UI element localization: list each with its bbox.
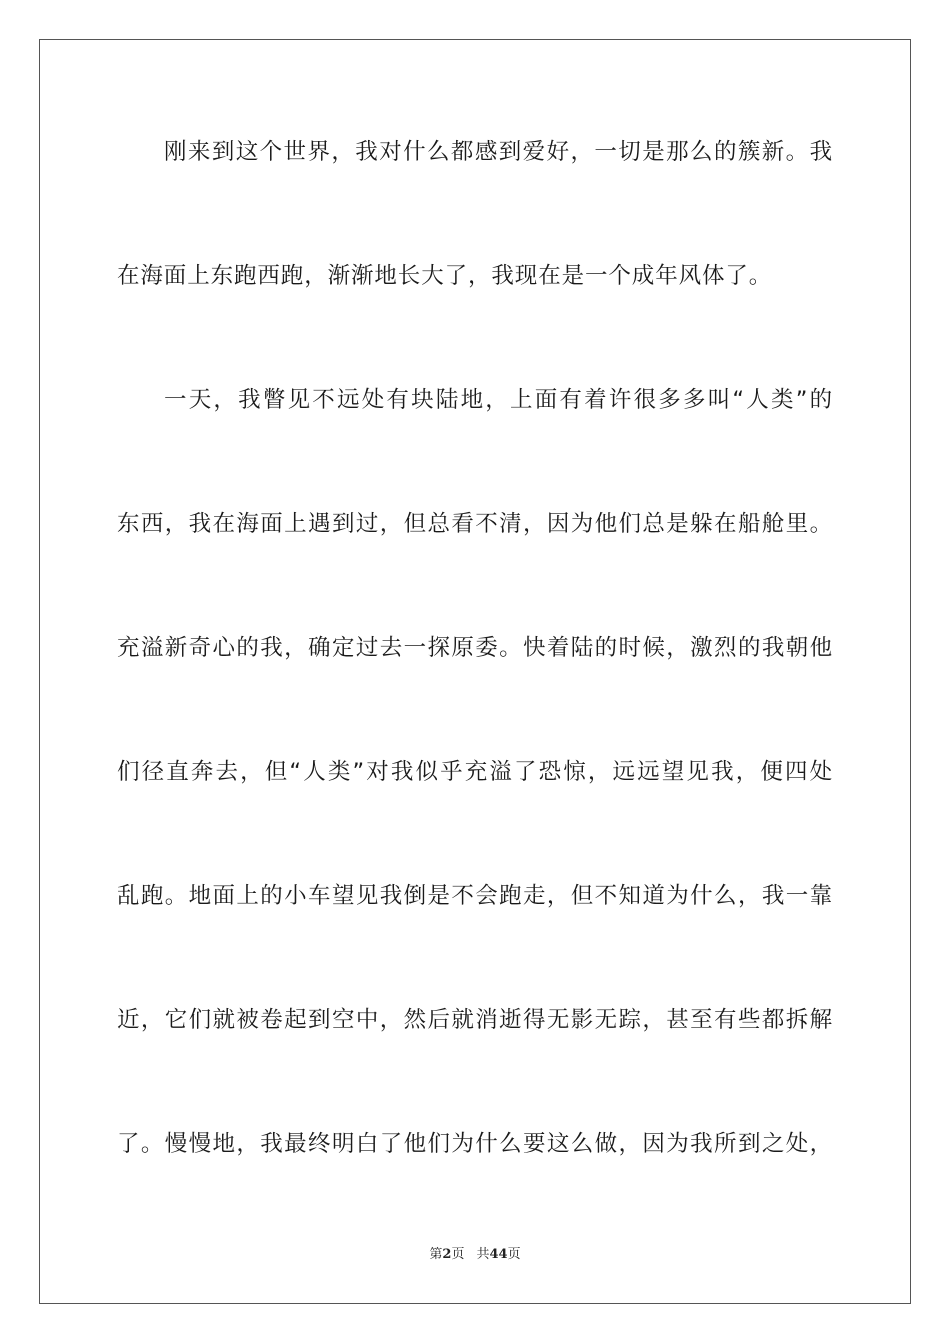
text-line-5: 充溢新奇心的我，确定过去一探原委。快着陆的时候，激烈的我朝他 (117, 635, 833, 661)
footer-total-prefix: 共 (476, 1247, 490, 1262)
page-footer (0, 1246, 950, 1264)
footer-page-prefix: 第 (429, 1247, 443, 1262)
text-line-6: 们径直奔去，但“人类”对我似乎充溢了恐惊，远远望见我，便四处 (117, 759, 833, 785)
text-line-3: 一天，我瞥见不远处有块陆地，上面有着许很多多叫“人类”的 (164, 387, 833, 413)
text-line-8: 近，它们就被卷起到空中，然后就消逝得无影无踪，甚至有些都拆解 (117, 1007, 833, 1033)
footer-page-suffix: 页 (451, 1247, 465, 1262)
footer-total-suffix: 页 (507, 1247, 521, 1262)
footer-total-pages: 44 (489, 1247, 508, 1262)
text-line-9: 了。慢慢地，我最终明白了他们为什么要这么做，因为我所到之处， (117, 1131, 833, 1157)
page-border (39, 39, 911, 1304)
footer-page-number: 2 (442, 1247, 452, 1262)
text-line-4: 东西，我在海面上遇到过，但总看不清，因为他们总是躲在船舱里。 (117, 511, 833, 537)
text-line-2: 在海面上东跑西跑，渐渐地长大了，我现在是一个成年风体了。 (117, 263, 773, 289)
text-line-7: 乱跑。地面上的小车望见我倒是不会跑走，但不知道为什么，我一靠 (117, 883, 833, 909)
text-line-1: 刚来到这个世界，我对什么都感到爱好，一切是那么的簇新。我 (164, 139, 833, 165)
